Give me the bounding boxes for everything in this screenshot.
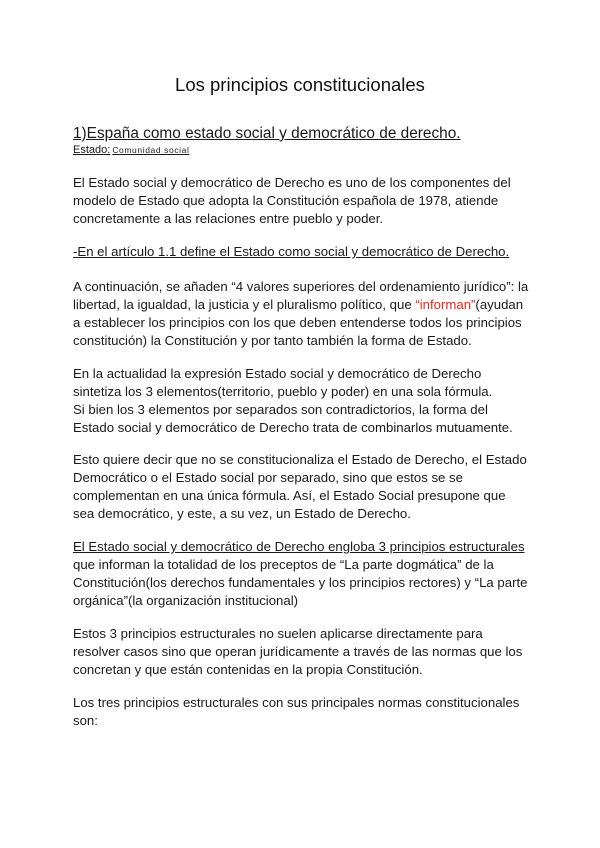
paragraph-line: Los tres principios estructurales con sus principales normas constitucionales: [73, 695, 520, 710]
paragraph-line: son:: [73, 713, 98, 728]
paragraph-3: [73, 278, 553, 350]
estado-line: [73, 143, 189, 157]
paragraph-line: Democrático o el Estado social por separado, sino que estos se se: [73, 470, 463, 485]
paragraph-line: Esto quiere decir que no se constitucionaliza el Estado de Derecho, el Estado: [73, 452, 527, 467]
paragraph-7: [73, 625, 553, 679]
paragraph-4: [73, 365, 553, 437]
paragraph-line: Estos 3 principios estructurales no suelen aplicarse directamente para: [73, 626, 483, 641]
paragraph-line: sintetiza los 3 elementos(territorio, pueblo y poder) en una sola fórmula.: [73, 384, 493, 399]
paragraph-line: [73, 296, 553, 314]
paragraph-2: -En el artículo 1.1 define el Estado como social y democrático de Derecho.: [73, 244, 510, 259]
paragraph-line: modelo de Estado que adopta la Constitución española de 1978, atiende: [73, 193, 499, 208]
paragraph-6: [73, 538, 553, 610]
paragraph-line: orgánica”(la organización institucional): [73, 593, 299, 608]
paragraph-line: a establecer los principios con los que deben entenderse todos los principios: [73, 315, 522, 330]
paragraph-line: El Estado social y democrático de Derecho engloba 3 principios estructurales: [73, 539, 525, 554]
paragraph-line: concretamente a las relaciones entre pueblo y poder.: [73, 211, 384, 226]
estado-label: Estado:: [73, 144, 111, 156]
highlighted-word: “informan”: [415, 297, 476, 312]
section-heading: 1)España como estado social y democrático de derecho.: [73, 125, 461, 142]
paragraph-line: sea democrático, y este, a su vez, un Estado de Derecho.: [73, 506, 411, 521]
paragraph-line: complementan en una única fórmula. Así, el Estado Social presupone que: [73, 488, 506, 503]
paragraph-line: A continuación, se añaden “4 valores superiores del ordenamiento jurídico”: la: [73, 279, 529, 294]
paragraph-line: En la actualidad la expresión Estado social y democrático de Derecho: [73, 366, 482, 381]
estado-value: Comunidad social: [112, 145, 190, 155]
paragraph-8: [73, 694, 553, 730]
paragraph-line: que informan la totalidad de los preceptos de “La parte dogmática” de la: [73, 557, 494, 572]
line-segment: libertad, la igualdad, la justicia y el pluralismo político, que: [73, 297, 416, 312]
line-segment: (ayudan: [475, 297, 524, 312]
paragraph-line: Si bien los 3 elementos por separados son contradictorios, la forma del: [73, 402, 488, 417]
paragraph-5: [73, 451, 553, 523]
paragraph-line: Constitución(los derechos fundamentales y los principios rectores) y “La parte: [73, 575, 528, 590]
paragraph-line: concretan y que están contenidas en la propia Constitución.: [73, 662, 423, 677]
paragraph-line: resolver casos sino que operan jurídicamente a través de las normas que los: [73, 644, 523, 659]
document-title: Los principios constitucionales: [175, 74, 425, 95]
paragraph-1: [73, 174, 553, 228]
paragraph-line: El Estado social y democrático de Derecho es uno de los componentes del: [73, 175, 511, 190]
paragraph-line: constitución) la Constitución y por tanto también la forma de Estado.: [73, 333, 472, 348]
paragraph-line: Estado social y democrático de Derecho trata de combinarlos mutuamente.: [73, 420, 513, 435]
